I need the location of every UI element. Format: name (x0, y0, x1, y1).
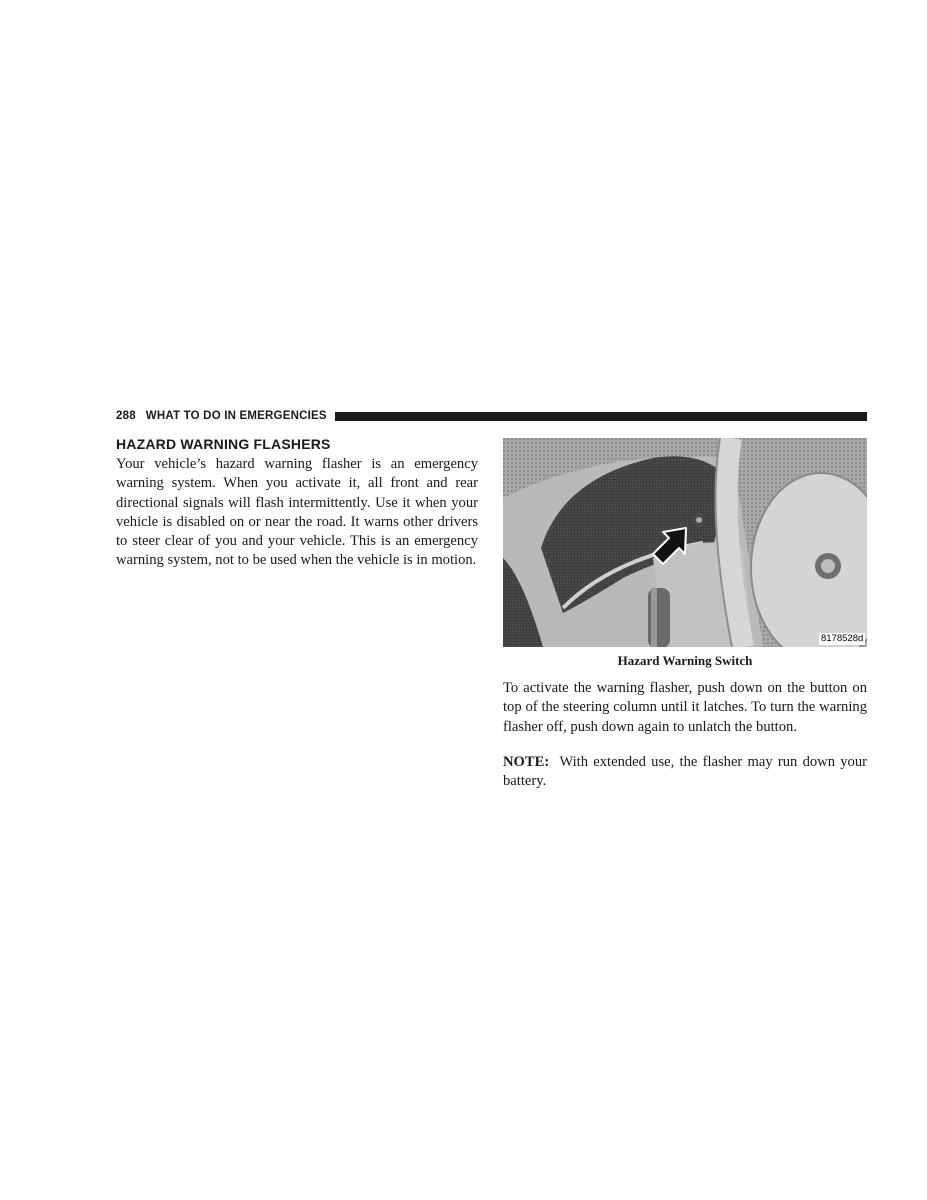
header-rule (335, 412, 867, 421)
note-paragraph (503, 753, 867, 792)
figure-caption: Hazard Warning Switch (617, 653, 753, 668)
note-label: NOTE: (503, 754, 550, 770)
section-title: WHAT TO DO IN EMERGENCIES (145, 410, 327, 422)
section-heading: HAZARD WARNING FLASHERS (116, 436, 331, 452)
page-number: 288 (116, 410, 136, 422)
figure-code: 8178528d (821, 633, 864, 644)
hazard-switch-illustration (503, 438, 867, 647)
hazard-switch-figure (503, 438, 867, 647)
activation-paragraph: To activate the warning flasher, push down on the button on top of the steering column until it latches. To turn the warning flasher off, push down again to unlatch the button. (503, 680, 867, 735)
note-text: With extended use, the flasher may run down your battery. (503, 754, 867, 790)
page-header (116, 408, 867, 424)
intro-paragraph: Your vehicle’s hazard warning flasher is an emergency warning system. When you activate it, all front and rear directional signals will flash intermittently. Use it when your vehicle is disabled on or near the road. It warns other drivers to steer clear of you and your vehicle. This is an emergency warning system, not to be used when the vehicle is in motion. (116, 456, 478, 569)
